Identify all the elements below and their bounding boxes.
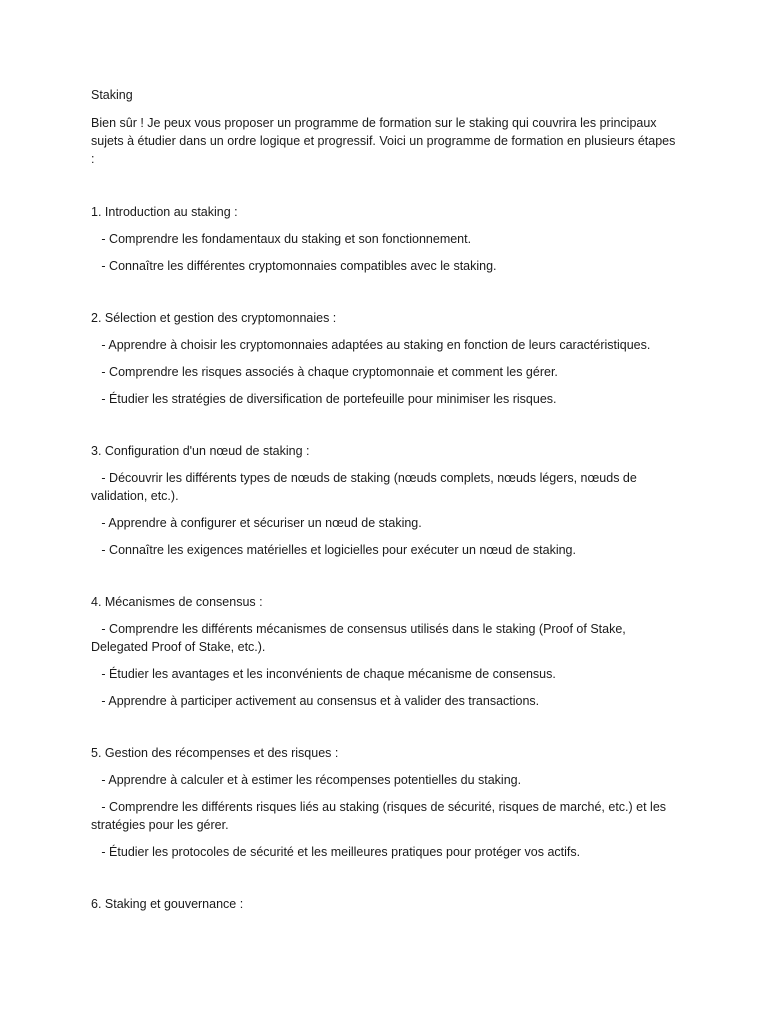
- list-item: - Étudier les stratégies de diversification de portefeuille pour minimiser les risques.: [91, 392, 557, 406]
- section-heading: 5. Gestion des récompenses et des risques :: [91, 746, 339, 760]
- section-heading: 4. Mécanismes de consensus :: [91, 595, 263, 609]
- section-1: [91, 203, 681, 275]
- section-heading: 3. Configuration d'un nœud de staking :: [91, 444, 310, 458]
- list-item: - Découvrir les différents types de nœuds de staking (nœuds complets, nœuds légers, nœuds de validation, etc.).: [91, 471, 641, 503]
- section-4: [91, 593, 681, 710]
- list-item: - Apprendre à calculer et à estimer les récompenses potentielles du staking.: [91, 773, 522, 787]
- list-item: - Comprendre les différents risques liés au staking (risques de sécurité, risques de marché, etc.) et les stratégies pour les gérer.: [91, 800, 670, 832]
- list-item: - Connaître les différentes cryptomonnaies compatibles avec le staking.: [91, 259, 497, 273]
- list-item: - Étudier les protocoles de sécurité et les meilleures pratiques pour protéger vos actifs.: [91, 845, 581, 859]
- list-item: - Connaître les exigences matérielles et logicielles pour exécuter un nœud de staking.: [91, 543, 576, 557]
- section-2: [91, 309, 681, 408]
- section-6: [91, 895, 681, 913]
- list-item: - Apprendre à configurer et sécuriser un nœud de staking.: [91, 516, 422, 530]
- list-item: - Comprendre les risques associés à chaque cryptomonnaie et comment les gérer.: [91, 365, 558, 379]
- document-title: Staking: [91, 88, 133, 102]
- document-intro: Bien sûr ! Je peux vous proposer un programme de formation sur le staking qui couvrira les principaux sujets à étudier dans un ordre logique et progressif. Voici un programme de formation en plusieurs étapes :: [91, 116, 676, 166]
- section-heading: 6. Staking et gouvernance :: [91, 897, 244, 911]
- list-item: - Apprendre à participer activement au consensus et à valider des transactions.: [91, 694, 540, 708]
- document-page: [91, 86, 681, 922]
- list-item: - Comprendre les fondamentaux du staking et son fonctionnement.: [91, 232, 472, 246]
- section-heading: 1. Introduction au staking :: [91, 205, 238, 219]
- section-3: [91, 442, 681, 559]
- section-5: [91, 744, 681, 861]
- list-item: - Étudier les avantages et les inconvénients de chaque mécanisme de consensus.: [91, 667, 556, 681]
- section-heading: 2. Sélection et gestion des cryptomonnaies :: [91, 311, 337, 325]
- list-item: - Comprendre les différents mécanismes de consensus utilisés dans le staking (Proof of Stake, Delegated Proof of Stake, etc.).: [91, 622, 630, 654]
- list-item: - Apprendre à choisir les cryptomonnaies adaptées au staking en fonction de leurs caractéristiques.: [91, 338, 651, 352]
